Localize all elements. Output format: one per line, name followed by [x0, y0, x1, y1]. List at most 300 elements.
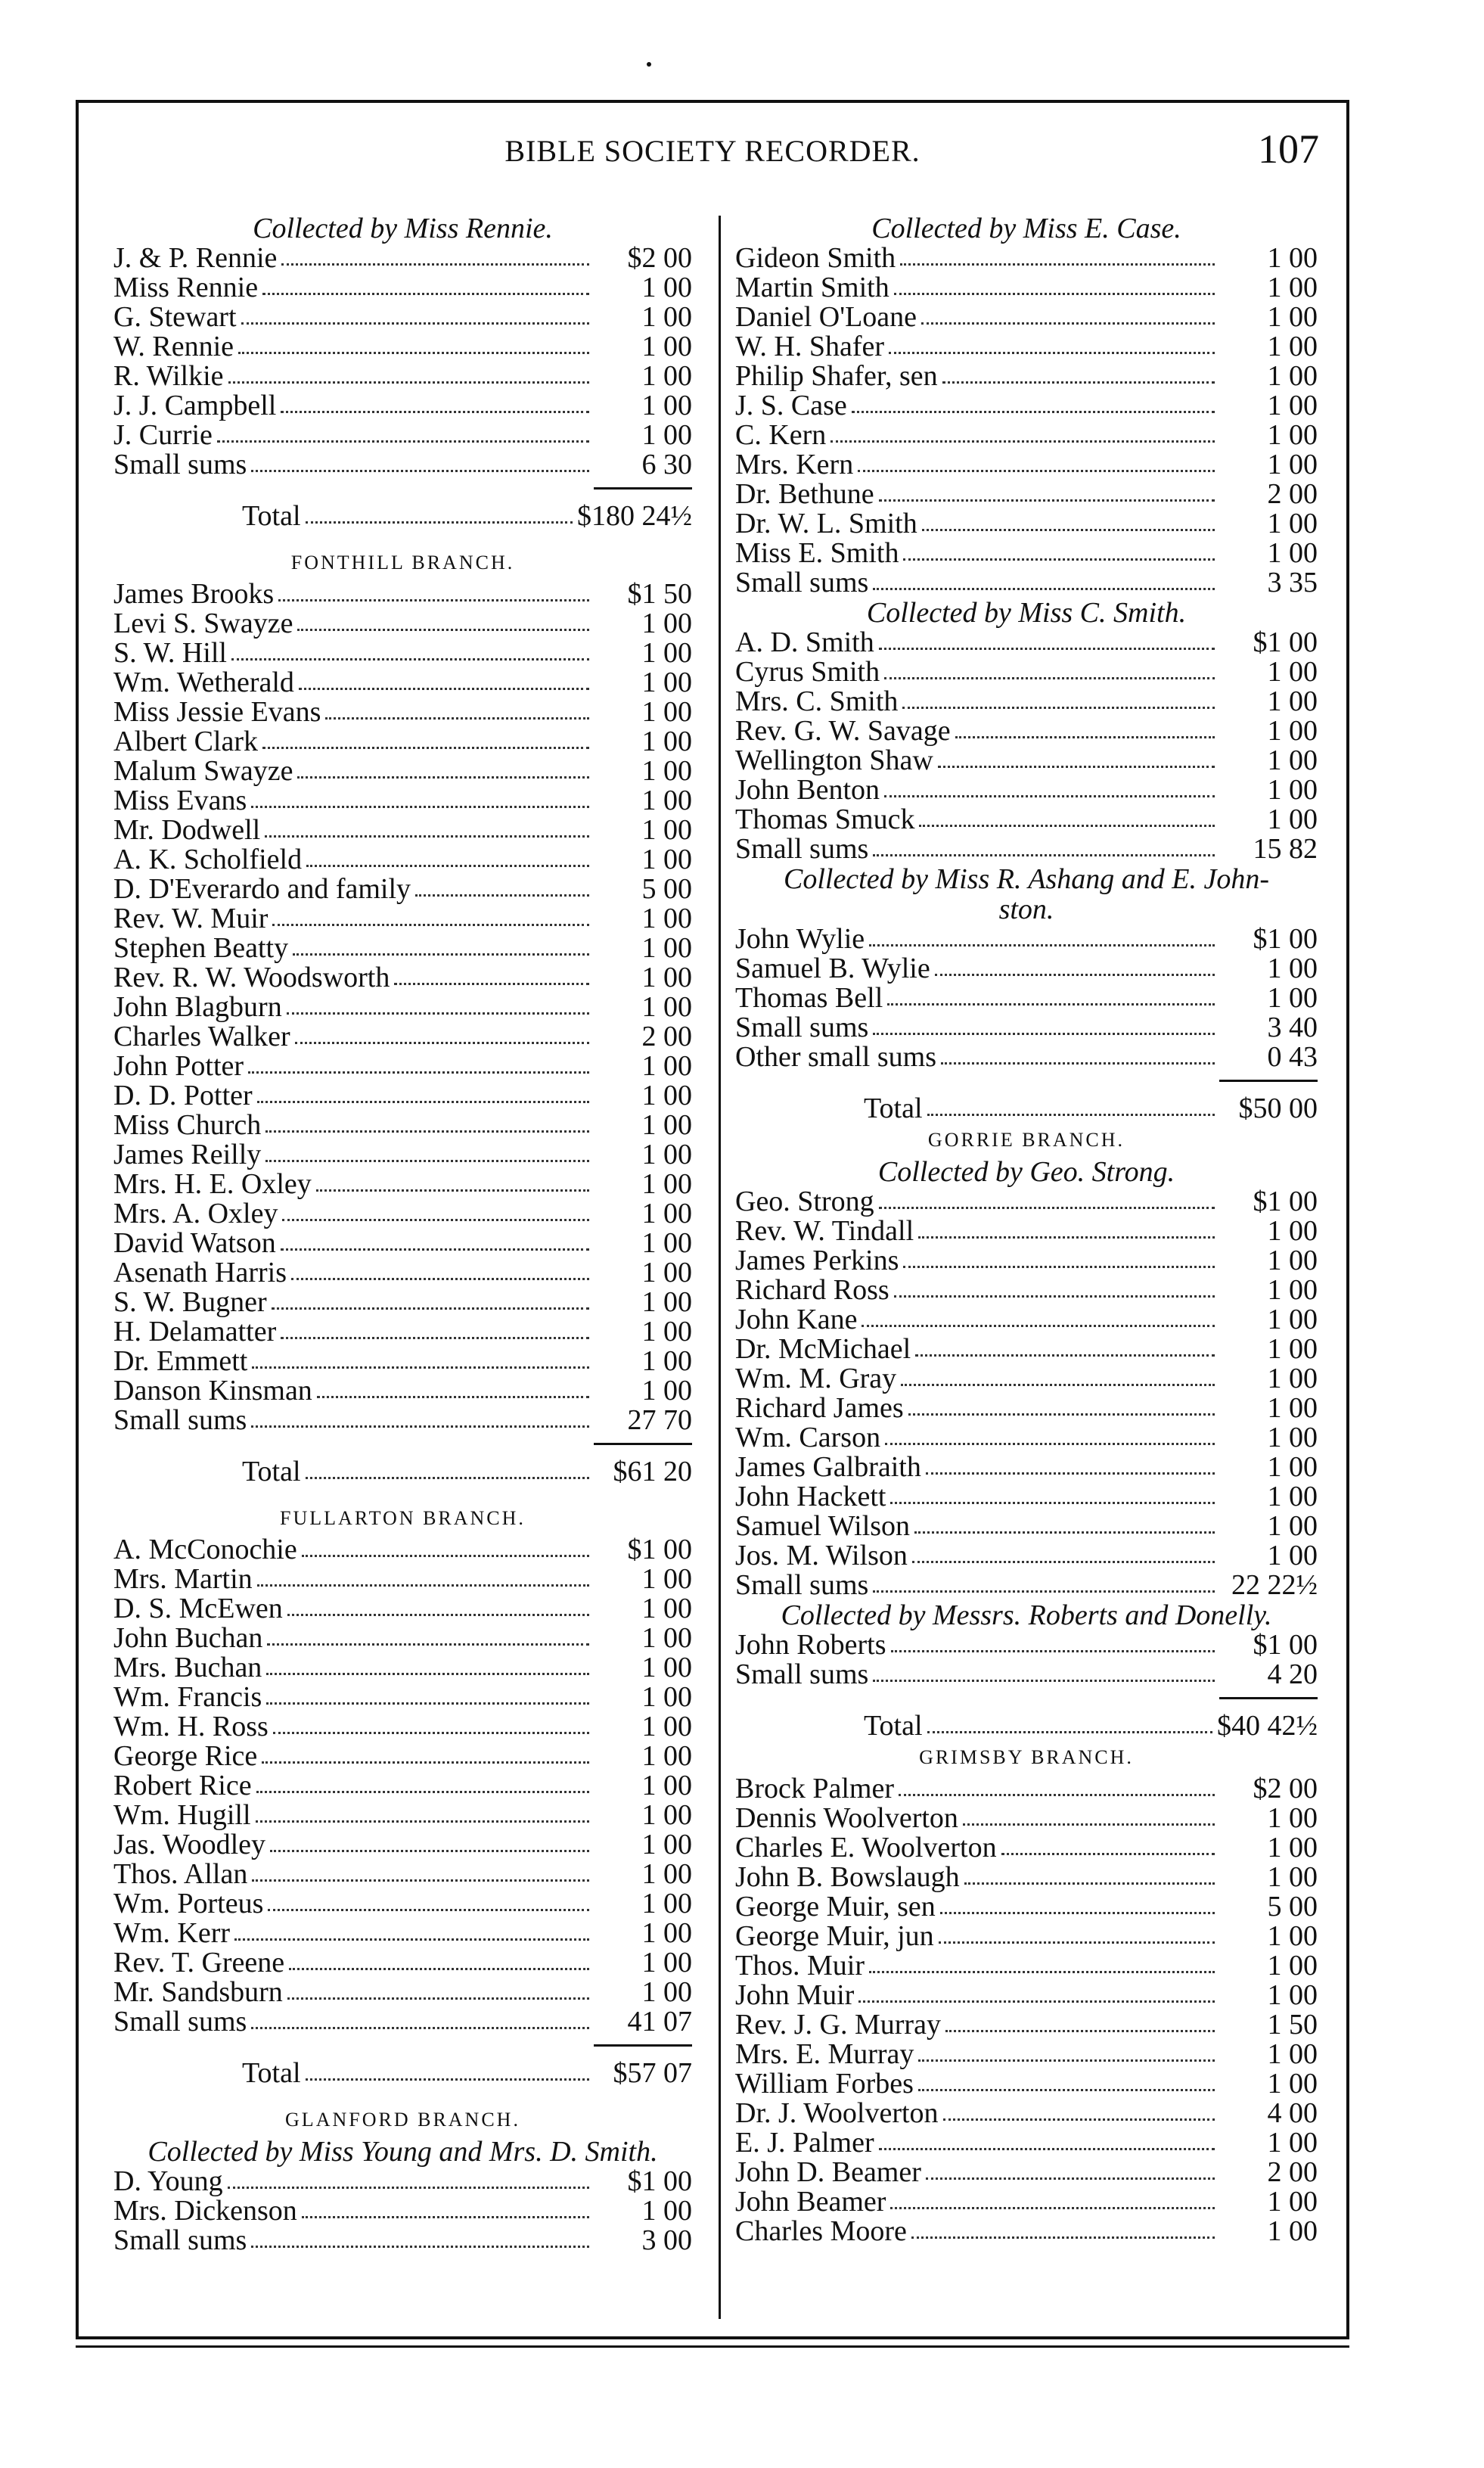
entry-row [113, 963, 692, 993]
total-amount: $50 00 [1238, 1093, 1318, 1124]
entry-row [113, 1948, 692, 1978]
donor-name: James Perkins [735, 1245, 899, 1276]
entry-row [735, 1453, 1318, 1482]
donation-amount: 41 07 [627, 2006, 692, 2037]
leader-dots [901, 1384, 1215, 1386]
spacer [113, 531, 692, 546]
entry-row [735, 1863, 1318, 1892]
branch-heading: GRIMSBY BRANCH. [919, 1746, 1134, 1768]
donation-amount: 2 00 [641, 1021, 692, 1052]
entry-row [113, 1594, 692, 1624]
donor-name: D. Young [113, 2165, 223, 2197]
donor-name: Small sums [113, 449, 247, 480]
entry-row [735, 1804, 1318, 1833]
donor-name: Dr. W. L. Smith [735, 508, 917, 539]
entry-row [113, 698, 692, 727]
total-label: Total [242, 2057, 301, 2089]
entry-row [735, 657, 1318, 687]
entry-row [735, 421, 1318, 450]
entry-row [735, 716, 1318, 746]
donation-amount: 1 00 [641, 696, 692, 728]
donation-amount: 1 00 [1267, 1802, 1318, 1834]
donor-name: Miss Jessie Evans [113, 696, 321, 728]
leader-dots [879, 2148, 1215, 2150]
leader-dots [943, 2118, 1215, 2121]
donation-amount: 1 00 [641, 1652, 692, 1683]
entry-row [735, 776, 1318, 805]
donor-name: Charles Walker [113, 1021, 290, 1052]
donor-name: Mrs. Martin [113, 1563, 253, 1595]
total-rule [594, 2044, 692, 2047]
leader-dots [302, 2216, 589, 2218]
donor-name: Wm. Wetherald [113, 667, 294, 698]
entry-row [113, 1347, 692, 1376]
donor-name: Rev. R. W. Woodsworth [113, 962, 390, 993]
leader-dots [852, 411, 1215, 413]
leader-dots [900, 263, 1215, 266]
leader-dots [902, 707, 1215, 709]
donor-name: Small sums [735, 567, 869, 598]
donor-name: John Kane [735, 1304, 858, 1335]
donation-amount: 1 00 [1267, 982, 1318, 1014]
leader-dots [287, 1997, 589, 2000]
entry-row [735, 332, 1318, 362]
leader-dots [293, 953, 589, 956]
leader-dots [891, 1650, 1215, 1652]
entry-row [113, 1229, 692, 1258]
donor-name: Stephen Beatty [113, 932, 289, 964]
donor-name: David Watson [113, 1227, 276, 1259]
donor-name: James Galbraith [735, 1451, 921, 1483]
page-header [76, 126, 1349, 182]
donation-amount: 1 00 [1267, 1979, 1318, 2011]
donor-name: Small sums [113, 2006, 247, 2037]
donation-amount: 1 00 [641, 360, 692, 392]
entry-row [735, 568, 1318, 598]
donor-name: Wellington Shaw [735, 744, 933, 776]
entry-row [113, 1052, 692, 1081]
donor-name: J. & P. Rennie [113, 242, 278, 274]
donation-amount: 1 00 [641, 1947, 692, 1978]
donor-name: Wm. Kerr [113, 1917, 231, 1949]
donation-amount: 1 00 [641, 1888, 692, 1919]
leader-dots [922, 529, 1215, 531]
donation-amount: 1 00 [641, 1050, 692, 1082]
donor-name: D. S. McEwen [113, 1593, 283, 1624]
branch-heading: GORRIE BRANCH. [927, 1129, 1125, 1151]
donation-amount: 22 22½ [1231, 1569, 1318, 1601]
donor-name: George Muir, jun [735, 1920, 934, 1952]
donation-amount: 1 00 [1267, 1861, 1318, 1893]
donation-amount: $2 00 [627, 242, 692, 274]
leader-dots [884, 677, 1215, 679]
total-rule [1219, 1080, 1318, 1082]
donation-amount: 1 00 [1267, 2215, 1318, 2247]
donation-amount: 1 00 [641, 1198, 692, 1229]
leader-dots [918, 1236, 1215, 1239]
donation-amount: 6 30 [641, 449, 692, 480]
donation-amount: 1 00 [1267, 331, 1318, 362]
donation-amount: 1 50 [1267, 2009, 1318, 2041]
leader-dots [926, 1472, 1215, 1475]
leader-dots [265, 1160, 589, 1162]
section-heading: Collected by Miss C. Smith. [866, 597, 1187, 629]
donor-name: Other small sums [735, 1041, 936, 1073]
leader-dots [889, 352, 1215, 354]
donor-name: Wm. Porteus [113, 1888, 264, 1919]
entry-row [113, 1919, 692, 1948]
donor-name: Wm. Hugill [113, 1799, 251, 1831]
entry-row [113, 668, 692, 698]
donation-amount: 1 00 [641, 1858, 692, 1890]
entry-row [735, 480, 1318, 509]
donation-amount: 1 00 [1267, 744, 1318, 776]
entry-row [113, 1535, 692, 1565]
donation-amount: 1 00 [641, 726, 692, 757]
donation-amount: 1 00 [1267, 715, 1318, 747]
total-row [113, 2059, 692, 2088]
leader-dots [926, 2177, 1215, 2180]
leader-dots [941, 1062, 1215, 1065]
donation-amount: 1 00 [1267, 774, 1318, 806]
leader-dots [873, 1033, 1215, 1035]
total-rule [594, 1443, 692, 1445]
donation-amount: 1 00 [641, 1109, 692, 1141]
entry-row [113, 1081, 692, 1111]
leader-dots [256, 1820, 589, 1823]
donor-name: Miss E. Smith [735, 537, 899, 569]
entry-row [113, 1712, 692, 1742]
donor-name: Dennis Woolverton [735, 1802, 958, 1834]
donation-amount: 1 00 [1267, 1304, 1318, 1335]
donor-name: H. Delamatter [113, 1316, 277, 1347]
entry-row [113, 727, 692, 757]
donation-amount: 1 00 [641, 1976, 692, 2008]
total-row [113, 502, 692, 531]
donation-amount: $1 00 [1253, 923, 1318, 955]
entry-row [735, 1541, 1318, 1571]
donor-name: Cyrus Smith [735, 656, 880, 688]
donor-name: Richard James [735, 1392, 904, 1424]
entry-row [735, 362, 1318, 391]
leader-dots [306, 865, 589, 867]
leader-dots [945, 2030, 1215, 2032]
total-rule [594, 487, 692, 490]
entry-row [735, 746, 1318, 776]
leader-dots [873, 588, 1215, 590]
leader-dots [306, 1477, 589, 1479]
donor-name: A. K. Scholfield [113, 844, 303, 875]
total-label: Total [864, 1093, 923, 1124]
donor-name: Dr. J. Woolverton [735, 2097, 939, 2129]
donation-amount: 3 35 [1267, 567, 1318, 598]
donation-amount: $1 00 [1253, 1186, 1318, 1217]
donor-name: Mrs. E. Murray [735, 2038, 914, 2070]
entry-row [735, 1922, 1318, 1951]
leader-dots [278, 599, 589, 601]
donation-amount: 1 00 [641, 785, 692, 816]
leader-dots [894, 293, 1215, 295]
right-column [735, 213, 1318, 2246]
leader-dots [287, 1012, 589, 1015]
donor-name: Small sums [735, 1658, 869, 1690]
leader-dots [879, 499, 1215, 502]
leader-dots [908, 1413, 1215, 1416]
donation-amount: 1 00 [641, 1917, 692, 1949]
donor-name: Wm. H. Ross [113, 1711, 269, 1742]
entry-row [735, 1981, 1318, 2010]
leader-dots [251, 806, 589, 808]
entry-row [735, 1774, 1318, 1804]
donor-name: Malum Swayze [113, 755, 293, 787]
entry-row [735, 1187, 1318, 1217]
donation-amount: 1 00 [641, 1139, 692, 1170]
entry-row [735, 984, 1318, 1013]
total-amount: $57 07 [613, 2057, 692, 2089]
donation-amount: 1 00 [1267, 1392, 1318, 1424]
donor-name: Dr. McMichael [735, 1333, 911, 1365]
total-label: Total [242, 500, 301, 532]
donation-amount: 1 00 [641, 1227, 692, 1259]
branch-heading: FONTHILL BRANCH. [290, 552, 515, 573]
leader-dots [265, 835, 589, 838]
entry-row [113, 2196, 692, 2226]
donation-amount: $1 00 [1253, 626, 1318, 658]
entry-row [735, 1630, 1318, 1660]
leader-dots [911, 2236, 1215, 2239]
donor-name: Charles Moore [735, 2215, 907, 2247]
donation-amount: 1 00 [1267, 803, 1318, 835]
leader-dots [241, 322, 589, 325]
entry-row [113, 875, 692, 904]
entry-row [113, 1376, 692, 1406]
donor-name: Small sums [735, 1569, 869, 1601]
leader-dots [297, 776, 589, 779]
donor-name: Danson Kinsman [113, 1375, 312, 1407]
donor-name: Small sums [735, 1012, 869, 1043]
section-heading: ston. [998, 894, 1054, 925]
leader-dots [306, 521, 573, 524]
leader-dots [256, 1791, 589, 1793]
donor-name: Thos. Muir [735, 1950, 865, 1982]
donation-amount: 1 00 [1267, 685, 1318, 717]
donor-name: D. D. Potter [113, 1080, 253, 1111]
donation-amount: 1 00 [1267, 1950, 1318, 1982]
donor-name: Dr. Bethune [735, 478, 874, 510]
donation-amount: 2 00 [1267, 2156, 1318, 2188]
donor-name: Jos. M. Wilson [735, 1540, 908, 1571]
donation-amount: 4 00 [1267, 2097, 1318, 2129]
entry-row [735, 1833, 1318, 1863]
donor-name: S. W. Hill [113, 637, 227, 669]
donor-name: Thos. Allan [113, 1858, 248, 1890]
donor-name: John D. Beamer [735, 2156, 921, 2188]
donor-name: Mrs. C. Smith [735, 685, 899, 717]
leader-dots [869, 1971, 1215, 1973]
leader-dots [942, 381, 1215, 384]
donor-name: Gideon Smith [735, 242, 896, 274]
entry-row [113, 786, 692, 816]
leader-dots [927, 1731, 1212, 1733]
donation-amount: 1 00 [1267, 2068, 1318, 2100]
entry-row [113, 934, 692, 963]
entry-row [113, 580, 692, 609]
donor-name: George Rice [113, 1740, 258, 1772]
leader-dots [927, 1114, 1215, 1116]
donor-name: Mrs. Kern [735, 449, 854, 480]
leader-dots [879, 1207, 1215, 1209]
leader-dots [267, 1643, 589, 1646]
donor-name: George Muir, sen [735, 1891, 936, 1922]
donation-amount: 1 00 [1267, 1481, 1318, 1512]
entry-row [113, 904, 692, 934]
entry-row [735, 1013, 1318, 1043]
leader-dots [317, 1396, 589, 1398]
donation-amount: 1 00 [641, 814, 692, 846]
entry-row [735, 1276, 1318, 1305]
leader-dots [306, 2078, 589, 2081]
donor-name: E. J. Palmer [735, 2127, 874, 2159]
page-title: BIBLE SOCIETY RECORDER. [504, 134, 921, 168]
donation-amount: 3 00 [641, 2224, 692, 2256]
entry-row [113, 1830, 692, 1860]
spacer [113, 1487, 692, 1502]
donor-name: W. H. Shafer [735, 331, 884, 362]
donation-amount: 1 00 [641, 932, 692, 964]
leader-dots [272, 924, 589, 926]
donation-amount: 1 00 [1267, 656, 1318, 688]
leader-dots [939, 1941, 1215, 1944]
donor-name: Small sums [113, 2224, 247, 2256]
donor-name: John Potter [113, 1050, 244, 1082]
donor-name: Martin Smith [735, 272, 889, 303]
donation-amount: 1 00 [641, 1799, 692, 1831]
leader-dots [325, 717, 589, 720]
entry-row [735, 1571, 1318, 1600]
donation-amount: 1 00 [641, 844, 692, 875]
section-heading: Collected by Miss R. Ashang and E. John- [783, 863, 1270, 895]
leader-dots [282, 1219, 589, 1221]
entry-row [113, 1860, 692, 1889]
entry-row [735, 509, 1318, 539]
entry-row [113, 244, 692, 273]
leader-dots [394, 983, 589, 985]
donor-name: Miss Evans [113, 785, 247, 816]
entry-row [735, 1892, 1318, 1922]
donation-amount: 1 00 [1267, 242, 1318, 274]
donation-amount: 1 00 [641, 1375, 692, 1407]
entry-row [113, 639, 692, 668]
entry-row [113, 1170, 692, 1199]
donation-amount: 4 20 [1267, 1658, 1318, 1690]
donor-name: Wm. Carson [735, 1422, 881, 1453]
donor-name: Samuel Wilson [735, 1510, 911, 1542]
donation-amount: 1 00 [641, 991, 692, 1023]
printer-mark [647, 62, 651, 67]
leader-dots [884, 795, 1215, 797]
donor-name: W. Rennie [113, 331, 234, 362]
entry-row [113, 1022, 692, 1052]
donation-amount: 1 00 [1267, 537, 1318, 569]
entry-row [113, 1624, 692, 1653]
donor-name: William Forbes [735, 2068, 914, 2100]
donation-amount: 1 00 [641, 1563, 692, 1595]
section-heading: Collected by Miss Rennie. [253, 213, 553, 244]
leader-dots [885, 1443, 1215, 1445]
donor-name: John Benton [735, 774, 880, 806]
donation-amount: 1 00 [1267, 390, 1318, 421]
leader-dots [940, 1912, 1215, 1914]
donation-amount: $1 50 [627, 578, 692, 610]
donation-amount: 1 00 [1267, 272, 1318, 303]
donor-name: A. D. Smith [735, 626, 874, 658]
leader-dots [918, 2059, 1215, 2062]
entry-row [113, 757, 692, 786]
leader-dots [873, 1680, 1215, 1682]
donation-amount: $1 00 [627, 1534, 692, 1565]
leader-dots [251, 1425, 589, 1428]
donation-amount: 1 00 [641, 1345, 692, 1377]
leader-dots [268, 1909, 589, 1911]
donor-name: John Roberts [735, 1629, 886, 1661]
leader-dots [903, 1266, 1215, 1268]
donation-amount: 1 00 [641, 1316, 692, 1347]
donor-name: Dr. Emmett [113, 1345, 248, 1377]
donation-amount: 3 40 [1267, 1012, 1318, 1043]
entry-row [735, 539, 1318, 568]
entry-row [735, 1660, 1318, 1689]
entry-row [735, 2069, 1318, 2099]
donor-name: Mrs. Buchan [113, 1652, 262, 1683]
leader-dots [251, 470, 589, 472]
leader-dots [890, 2207, 1215, 2209]
entry-row [735, 1951, 1318, 1981]
entry-row [113, 1683, 692, 1712]
leader-dots [281, 411, 589, 413]
donation-amount: 1 00 [641, 1770, 692, 1801]
total-amount: $61 20 [613, 1456, 692, 1487]
entry-row [735, 303, 1318, 332]
leader-dots [1001, 1853, 1215, 1855]
donor-name: Albert Clark [113, 726, 259, 757]
leader-dots [257, 1584, 589, 1587]
leader-dots [228, 381, 589, 384]
donation-amount: 1 00 [641, 272, 692, 303]
donor-name: John Muir [735, 1979, 855, 2011]
entry-row [735, 1217, 1318, 1246]
donation-amount: 1 00 [641, 962, 692, 993]
donor-name: Rev. G. W. Savage [735, 715, 951, 747]
donation-amount: 1 00 [1267, 1274, 1318, 1306]
leader-dots [238, 352, 589, 354]
donor-name: Rev. J. G. Murray [735, 2009, 941, 2041]
leader-dots [228, 2187, 589, 2189]
donor-name: Daniel O'Loane [735, 301, 917, 333]
donor-name: Wm. Francis [113, 1681, 262, 1713]
leader-dots [270, 1850, 589, 1852]
leader-dots [862, 1325, 1215, 1327]
entry-row [113, 391, 692, 421]
leader-dots [873, 854, 1215, 856]
leader-dots [915, 1354, 1215, 1357]
donor-name: John Buchan [113, 1622, 263, 1654]
donor-name: John Blagburn [113, 991, 282, 1023]
donation-amount: 1 00 [1267, 1215, 1318, 1247]
donor-name: J. S. Case [735, 390, 847, 421]
donor-name: Charles E. Woolverton [735, 1832, 997, 1863]
leader-dots [297, 629, 589, 631]
total-rule [1219, 1697, 1318, 1699]
